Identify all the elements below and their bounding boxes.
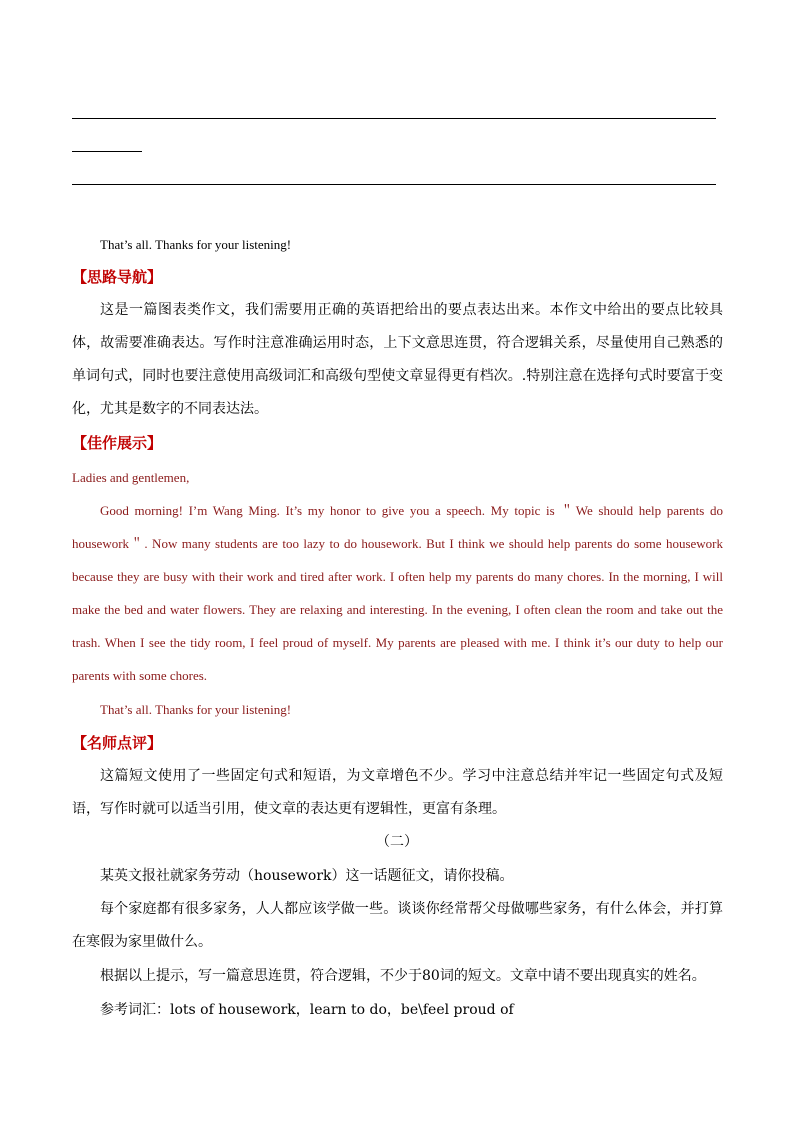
vocab-line: 参考词汇：lots of housework，learn to do，be\feel proud of	[100, 1002, 514, 1018]
sample-body: Good morning! I’m Wang Ming. It’s my honor to give you a speech. My topic is ＂We should help parents do housework＂. Now many students are too lazy to do housework. But I think we should help parents do some housework because they are busy with their work and tired after work. I often help my parents do many chores. In the morning, I will make the bed and water flowers. They are relaxing and interesting. In the evening, I often clean the room and take out the trash. When I see the tidy room, I feel proud of myself. My parents are pleased with me. I think it’s our duty to help our parents with some chores.	[72, 503, 723, 683]
section-title-sample: 【佳作展示】	[72, 434, 163, 452]
answer-line-2	[72, 151, 142, 152]
answer-line-1	[72, 118, 716, 119]
closing-line: That’s all. Thanks for your listening!	[100, 237, 292, 252]
sample-salutation: Ladies and gentlemen,	[72, 470, 190, 485]
prompt-line-1: 某英文报社就家务劳动（housework）这一话题征文，请你投稿。	[100, 868, 514, 884]
answer-line-3	[72, 184, 716, 185]
approach-text: 这是一篇图表类作文，我们需要用正确的英语把给出的要点表达出来。本作文中给出的要点比较具体，故需要准确表达。写作时注意准确运用时态，上下文意思连贯，符合逻辑关系，尽量使用自己熟悉的单词句式，同时也要注意使用高级词汇和高级句型使文章显得更有档次。.特别注意在选择句式时要富于变化，尤其是数字的不同表达法。	[72, 302, 723, 417]
section-title-comment: 【名师点评】	[72, 734, 163, 752]
section-title-approach: 【思路导航】	[72, 268, 163, 286]
comment-text: 这篇短文使用了一些固定句式和短语，为文章增色不少。学习中注意总结并牢记一些固定句式及短语，写作时就可以适当引用，使文章的表达更有逻辑性，更富有条理。	[72, 768, 723, 817]
prompt-line-3: 根据以上提示，写一篇意思连贯，符合逻辑，不少于80词的短文。文章中请不要出现真实的姓名。	[100, 968, 706, 984]
prompt-line-2: 每个家庭都有很多家务，人人都应该学做一些。谈谈你经常帮父母做哪些家务，有什么体会，并打算在寒假为家里做什么。	[72, 901, 723, 950]
part-two-number: （二）	[376, 834, 418, 850]
sample-closing: That’s all. Thanks for your listening!	[100, 702, 292, 717]
